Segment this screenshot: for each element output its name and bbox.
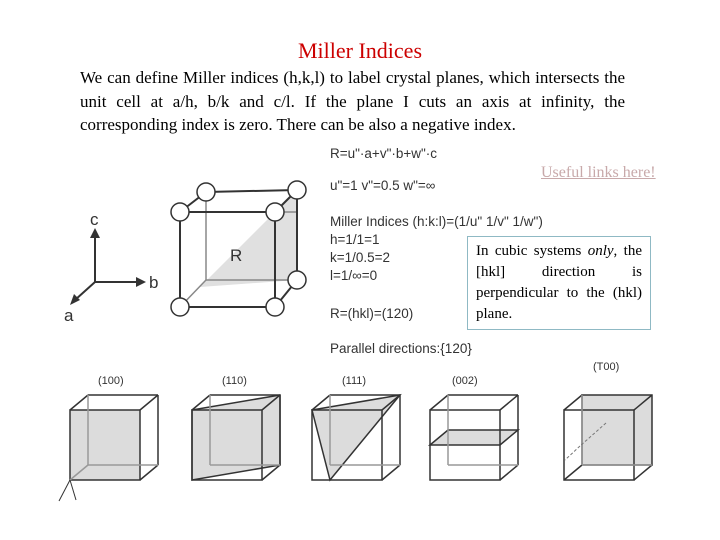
lattice-atom xyxy=(197,183,215,201)
b-axis-label: b xyxy=(149,273,159,292)
lattice-atom xyxy=(288,271,306,289)
cube-edge xyxy=(206,190,297,192)
cube-100-diagram xyxy=(59,395,158,501)
plane-100-shading xyxy=(70,410,140,480)
axes-diagram xyxy=(70,228,146,305)
c-axis-label: c xyxy=(90,210,99,229)
unit-cell-diagram xyxy=(171,181,306,316)
cube-002-diagram xyxy=(430,395,518,480)
formula-line: Parallel directions:{120} xyxy=(330,341,472,356)
cube-111-diagram xyxy=(312,395,400,480)
b-axis-arrow xyxy=(136,277,146,287)
note-text-start: In cubic systems xyxy=(476,243,588,259)
plane-label-110: (110) xyxy=(222,375,247,387)
a-axis-line xyxy=(75,282,95,300)
lattice-atom xyxy=(171,203,189,221)
formula-line: R=u"·a+v"·b+w"·c xyxy=(330,146,438,161)
lattice-atom xyxy=(266,298,284,316)
formula-line: u"=1 v"=0.5 w"=∞ xyxy=(330,178,436,193)
plane-r-label: R xyxy=(230,246,243,265)
formula-block xyxy=(330,146,543,356)
lattice-atom xyxy=(288,181,306,199)
plane-labels xyxy=(98,361,619,387)
cube-110-diagram xyxy=(192,395,280,480)
note-emphasis: only xyxy=(587,243,614,259)
plane-label-t00: (T00) xyxy=(593,361,620,373)
page-title: Miller Indices xyxy=(297,38,423,63)
note-text-end: , the [hkl] direction is perpendicular to the (hkl) plane. xyxy=(476,243,643,322)
formula-line: Miller Indices (h:k:l)=(1/u" 1/v" 1/w") xyxy=(330,214,543,229)
plane-label-002: (002) xyxy=(452,375,478,387)
lattice-atom xyxy=(171,298,189,316)
a-axis-label: a xyxy=(64,306,74,325)
formula-line: h=1/1=1 xyxy=(330,232,380,247)
useful-links-link[interactable]: Useful links here! xyxy=(541,164,656,181)
lattice-atom xyxy=(266,203,284,221)
cube-t00-diagram xyxy=(564,395,652,480)
plane-label-100: (100) xyxy=(98,375,124,387)
formula-line: l=1/∞=0 xyxy=(330,268,378,283)
formula-line: k=1/0.5=2 xyxy=(330,250,391,265)
formula-line: R=(hkl)=(120) xyxy=(330,306,414,321)
plane-label-111: (111) xyxy=(342,375,367,387)
intro-paragraph: We can define Miller indices (h,k,l) to label crystal planes, which intersects the unit cell at a/h, b/k and c/l. If the plane I cuts an axis at infinity, the corresponding index is zero. There can be also a negative index. xyxy=(80,68,625,134)
c-axis-arrow xyxy=(90,228,100,238)
